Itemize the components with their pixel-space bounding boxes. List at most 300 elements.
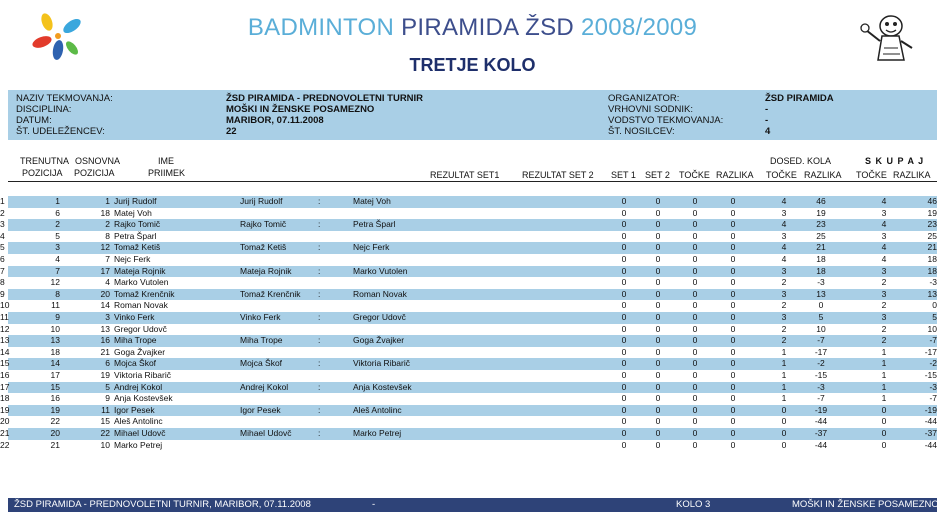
- cell-set1: 0: [621, 323, 627, 334]
- cell-name: Tomaž Krenčnik: [114, 288, 175, 299]
- cell-st: 3: [881, 312, 887, 322]
- cell-dr: 18: [816, 254, 826, 264]
- cell-name: Igor Pesek: [114, 404, 155, 415]
- cell-dt: 3: [781, 312, 787, 322]
- cell-set2: 0: [655, 277, 661, 288]
- cell-razlika: 0: [730, 323, 736, 334]
- cell-p1: Andrej Kokol: [240, 381, 289, 392]
- cell-sr: -15: [924, 370, 937, 380]
- table-row: [0, 277, 937, 289]
- title-piramida: PIRAMIDA ŽSD: [401, 14, 575, 41]
- cell-p2: Goga Žvajker: [353, 335, 405, 346]
- header-rezultat-set1: REZULTAT SET1: [430, 170, 500, 180]
- table-row: [0, 381, 937, 394]
- cell-dt: 3: [781, 288, 787, 299]
- cell-n: 19: [0, 404, 10, 415]
- cell-osnovna: 15: [100, 416, 110, 427]
- cell-n: 6: [0, 254, 5, 264]
- cell-sr: 5: [932, 312, 937, 322]
- cell-sr: -3: [929, 381, 937, 392]
- cell-osnovna: 5: [105, 381, 110, 392]
- footer-bar: [8, 498, 937, 512]
- cell-osnovna: 7: [105, 254, 110, 264]
- cell-set1: 0: [621, 254, 627, 264]
- cell-dt: 1: [781, 393, 787, 404]
- cell-n: 3: [0, 219, 5, 230]
- header-set2: SET 2: [645, 170, 670, 180]
- cell-razlika: 0: [730, 404, 736, 415]
- cell-n: 7: [0, 265, 5, 276]
- cell-osnovna: 4: [105, 277, 110, 288]
- cell-name: Marko Vutolen: [114, 277, 169, 288]
- page-subtitle: TRETJE KOLO: [409, 55, 536, 75]
- cell-osnovna: 14: [100, 300, 110, 311]
- cell-dr: 23: [816, 219, 826, 230]
- cell-sr: 0: [932, 300, 937, 311]
- table-row: [0, 439, 937, 452]
- disciplina-value: MOŠKI IN ŽENSKE POSAMEZNO: [226, 104, 375, 115]
- cell-p2: Petra Šparl: [353, 219, 396, 230]
- header-pozicija-osnovna: POZICIJA: [74, 168, 115, 178]
- cell-tocke: 0: [692, 358, 698, 369]
- cell-p1: Rajko Tomič: [240, 219, 287, 230]
- cell-name: Petra Šparl: [114, 230, 157, 241]
- cell-name: Mateja Rojnik: [114, 265, 166, 276]
- cell-osnovna: 10: [100, 439, 110, 450]
- cell-trenutna: 18: [50, 346, 60, 357]
- cell-dt: 2: [781, 323, 787, 334]
- cell-n: 22: [0, 439, 10, 450]
- header-priimek: PRIIMEK: [148, 168, 186, 178]
- cell-sr: 21: [927, 242, 937, 253]
- cell-osnovna: 6: [105, 358, 110, 369]
- cell-st: 2: [881, 300, 887, 311]
- cell-set1: 0: [621, 219, 627, 230]
- table-row: [0, 335, 937, 347]
- table-row: [0, 312, 937, 324]
- cell-name: Viktoria Ribarič: [114, 370, 172, 380]
- cell-osnovna: 22: [100, 428, 110, 438]
- cell-set1: 0: [621, 312, 627, 322]
- cell-dt: 0: [781, 439, 787, 450]
- cell-razlika: 0: [730, 288, 736, 299]
- sodnik-label: VRHOVNI SODNIK:: [608, 104, 693, 115]
- cell-p2: Anja Kostevšek: [353, 381, 412, 392]
- cell-osnovna: 12: [100, 242, 110, 253]
- cell-dt: 2: [781, 277, 787, 288]
- table-row: [0, 393, 937, 405]
- cell-dr: -19: [814, 404, 828, 415]
- cell-sr: 23: [927, 219, 937, 230]
- cell-dr: -15: [814, 370, 828, 380]
- cell-name: Anja Kostevšek: [114, 393, 173, 404]
- cell-set2: 0: [655, 207, 661, 218]
- cell-name: Mojca Škof: [114, 358, 157, 369]
- cell-trenutna: 19: [50, 404, 60, 415]
- cell-trenutna: 21: [50, 439, 60, 450]
- cell-sr: -44: [924, 416, 937, 427]
- header-osnovna: OSNOVNA: [75, 156, 121, 166]
- cell-tocke: 0: [692, 381, 698, 392]
- table-row: [0, 428, 937, 440]
- cell-sr: -44: [924, 439, 937, 450]
- cell-p2: Marko Vutolen: [353, 265, 408, 276]
- cell-tocke: 0: [692, 230, 698, 241]
- cell-n: 20: [0, 416, 10, 427]
- cell-set2: 0: [655, 416, 661, 427]
- cell-tocke: 0: [692, 370, 698, 380]
- cell-osnovna: 20: [100, 288, 110, 299]
- cell-trenutna: 17: [50, 370, 60, 380]
- cell-razlika: 0: [730, 393, 736, 404]
- cell-dt: 4: [781, 242, 787, 253]
- cell-p2: Aleš Antolinc: [353, 404, 402, 415]
- cell-trenutna: 3: [55, 242, 60, 253]
- cell-dr: 10: [816, 323, 826, 334]
- cell-tocke: 0: [692, 288, 698, 299]
- footer-dash: -: [372, 499, 376, 510]
- cell-sr: -7: [929, 393, 937, 404]
- cell-trenutna: 4: [55, 254, 60, 264]
- cell-dr: 21: [816, 242, 826, 253]
- cell-st: 1: [881, 393, 887, 404]
- header-skupaj: S K U P A J: [865, 156, 925, 166]
- cell-trenutna: 7: [55, 265, 60, 276]
- cell-name: Goga Žvajker: [114, 346, 166, 357]
- cell-tocke: 0: [692, 428, 698, 438]
- cell-razlika: 0: [730, 196, 736, 206]
- cell-razlika: 0: [730, 335, 736, 346]
- cell-sr: 10: [927, 323, 937, 334]
- cell-p1: Jurij Rudolf: [240, 196, 283, 206]
- cell-set2: 0: [655, 346, 661, 357]
- cell-set1: 0: [621, 370, 627, 380]
- cell-set2: 0: [655, 312, 661, 322]
- cell-n: 4: [0, 230, 5, 241]
- cell-razlika: 0: [730, 370, 736, 380]
- table-row: [0, 370, 937, 382]
- header-trenutna: TRENUTNA: [20, 156, 69, 166]
- cell-osnovna: 2: [105, 219, 110, 230]
- cell-name: Andrej Kokol: [114, 381, 163, 392]
- cell-dr: 19: [816, 207, 826, 218]
- cell-tocke: 0: [692, 265, 698, 276]
- cell-set2: 0: [655, 370, 661, 380]
- cell-razlika: 0: [730, 358, 736, 369]
- table-row: [0, 416, 937, 428]
- cell-set2: 0: [655, 404, 661, 415]
- cell-st: 2: [881, 323, 887, 334]
- title-season: 2008/2009: [581, 14, 698, 41]
- naziv-label: NAZIV TEKMOVANJA:: [16, 93, 113, 104]
- header-dosed-tocke: TOČKE: [766, 170, 797, 180]
- cell-trenutna: 15: [50, 381, 60, 392]
- cell-set1: 0: [621, 393, 627, 404]
- cell-razlika: 0: [730, 207, 736, 218]
- cell-st: 3: [881, 265, 887, 276]
- cell-name: Mihael Udovč: [114, 428, 166, 438]
- cell-name: Gregor Udovč: [114, 323, 167, 334]
- cell-st: 3: [881, 288, 887, 299]
- cell-dr: 18: [816, 265, 826, 276]
- table-row: [0, 242, 937, 254]
- sodnik-value: -: [765, 104, 769, 115]
- footer-event: ŽSD PIRAMIDA - PREDNOVOLETNI TURNIR, MARIBOR, 07.11.2008: [14, 499, 311, 510]
- cell-sr: 18: [927, 265, 937, 276]
- cell-osnovna: 1: [105, 196, 110, 206]
- cell-sep: :: [318, 312, 321, 322]
- cell-dt: 2: [781, 335, 787, 346]
- cell-n: 18: [0, 393, 10, 404]
- cell-trenutna: 13: [50, 335, 60, 346]
- cell-razlika: 0: [730, 242, 736, 253]
- cell-trenutna: 5: [55, 230, 60, 241]
- cell-razlika: 0: [730, 254, 736, 264]
- cell-set2: 0: [655, 196, 661, 206]
- cell-p2: Viktoria Ribarič: [353, 358, 411, 369]
- cell-tocke: 0: [692, 323, 698, 334]
- cell-st: 3: [881, 207, 887, 218]
- cell-p1: Igor Pesek: [240, 404, 281, 415]
- cell-sep: :: [318, 288, 321, 299]
- header-dosed-razlika: RAZLIKA: [804, 170, 842, 180]
- header-ime: IME: [158, 156, 175, 166]
- cell-sep: :: [318, 428, 321, 438]
- footer-discipline: MOŠKI IN ŽENSKE POSAMEZNO: [792, 499, 939, 510]
- cell-tocke: 0: [692, 335, 698, 346]
- cell-razlika: 0: [730, 277, 736, 288]
- cell-sr: -7: [929, 335, 937, 346]
- cell-p1: Miha Trope: [240, 335, 283, 346]
- cell-n: 16: [0, 370, 10, 380]
- cell-dr: -3: [817, 381, 825, 392]
- cell-sep: :: [318, 381, 321, 392]
- cell-dt: 1: [781, 381, 787, 392]
- cell-n: 2: [0, 207, 5, 218]
- cell-name: Matej Voh: [114, 207, 152, 218]
- cell-set2: 0: [655, 265, 661, 276]
- cell-sr: -19: [924, 404, 937, 415]
- naziv-value: ŽSD PIRAMIDA - PREDNOVOLETNI TURNIR: [226, 93, 424, 104]
- cell-dr: -44: [814, 439, 828, 450]
- cell-sep: :: [318, 335, 321, 346]
- cell-razlika: 0: [730, 428, 736, 438]
- cell-osnovna: 11: [101, 404, 110, 415]
- vodstvo-label: VODSTVO TEKMOVANJA:: [608, 115, 724, 126]
- cell-dr: -17: [814, 346, 828, 357]
- table-row: [0, 404, 937, 417]
- cell-st: 4: [881, 219, 887, 230]
- cell-st: 4: [881, 254, 887, 264]
- cell-p1: Vinko Ferk: [240, 312, 281, 322]
- cell-set1: 0: [621, 346, 627, 357]
- cell-set2: 0: [655, 393, 661, 404]
- cell-n: 9: [0, 288, 5, 299]
- table-row: [0, 219, 937, 231]
- table-row: [0, 196, 937, 208]
- table-row: [0, 300, 937, 312]
- cell-set1: 0: [621, 196, 627, 206]
- cell-set2: 0: [655, 439, 661, 450]
- header-razlika: RAZLIKA: [716, 170, 754, 180]
- cell-trenutna: 2: [55, 219, 60, 230]
- cell-sr: -37: [924, 428, 937, 438]
- cell-dt: 0: [781, 416, 787, 427]
- cell-osnovna: 13: [100, 323, 110, 334]
- title-badminton: BADMINTON: [247, 14, 395, 41]
- cell-dr: 13: [816, 288, 826, 299]
- cell-sep: :: [318, 219, 321, 230]
- cell-st: 1: [881, 370, 887, 380]
- cell-razlika: 0: [730, 219, 736, 230]
- cell-st: 0: [881, 428, 887, 438]
- cell-name: Miha Trope: [114, 335, 157, 346]
- cell-set1: 0: [621, 277, 627, 288]
- cell-name: Nejc Ferk: [114, 254, 151, 264]
- header-dosed-kola: DOSED. KOLA: [770, 156, 832, 166]
- cell-dr: -3: [817, 277, 825, 288]
- cell-tocke: 0: [692, 207, 698, 218]
- cell-set2: 0: [655, 288, 661, 299]
- cell-trenutna: 14: [50, 358, 60, 369]
- table-row: [0, 358, 937, 370]
- cell-sep: :: [318, 404, 321, 415]
- cell-dt: 4: [781, 254, 787, 264]
- cell-set1: 0: [621, 300, 627, 311]
- cell-st: 4: [881, 196, 887, 206]
- cell-sr: 46: [927, 196, 937, 206]
- cell-name: Jurij Rudolf: [114, 196, 157, 206]
- cell-st: 1: [881, 358, 887, 369]
- table-row: [0, 207, 937, 220]
- cell-trenutna: 1: [55, 196, 60, 206]
- cell-dt: 1: [781, 370, 787, 380]
- cell-st: 2: [881, 277, 887, 288]
- cell-osnovna: 19: [100, 370, 110, 380]
- header-pozicija: POZICIJA: [22, 168, 63, 178]
- cell-set1: 0: [621, 381, 627, 392]
- header-rezultat-set2: REZULTAT SET 2: [522, 170, 594, 180]
- cell-n: 14: [0, 346, 10, 357]
- cell-n: 15: [0, 358, 10, 369]
- cell-razlika: 0: [730, 381, 736, 392]
- cell-name: Marko Petrej: [114, 439, 163, 450]
- udelezencev-value: 22: [226, 126, 237, 137]
- cell-osnovna: 16: [100, 335, 110, 346]
- cell-set2: 0: [655, 428, 661, 438]
- cell-sr: -2: [929, 358, 937, 369]
- cell-set1: 0: [621, 242, 627, 253]
- cell-dt: 3: [781, 230, 787, 241]
- cell-trenutna: 12: [50, 277, 60, 288]
- cell-sr: 13: [927, 288, 937, 299]
- cell-set2: 0: [655, 242, 661, 253]
- cell-p1: Tomaž Ketiš: [240, 242, 287, 253]
- cell-set1: 0: [621, 230, 627, 241]
- nosilcev-value: 4: [765, 126, 771, 137]
- cell-sep: :: [318, 196, 321, 206]
- datum-label: DATUM:: [16, 115, 52, 126]
- cell-p1: Mojca Škof: [240, 358, 283, 369]
- cell-dr: -7: [817, 393, 825, 404]
- cell-name: Rajko Tomič: [114, 219, 161, 230]
- cell-trenutna: 9: [55, 312, 60, 322]
- cell-tocke: 0: [692, 416, 698, 427]
- cell-razlika: 0: [730, 312, 736, 322]
- organizator-value: ŽSD PIRAMIDA: [765, 93, 834, 104]
- cell-tocke: 0: [692, 404, 698, 415]
- cell-n: 21: [0, 428, 10, 438]
- header-tocke: TOČKE: [679, 170, 710, 180]
- cell-dr: -2: [817, 358, 825, 369]
- cell-st: 4: [881, 242, 887, 253]
- cell-set2: 0: [655, 323, 661, 334]
- cell-dr: 25: [816, 230, 826, 241]
- cell-osnovna: 9: [105, 393, 110, 404]
- cell-tocke: 0: [692, 312, 698, 322]
- cell-set2: 0: [655, 358, 661, 369]
- header-skupaj-tocke: TOČKE: [856, 170, 887, 180]
- cell-sep: :: [318, 242, 321, 253]
- cell-p1: Mihael Udovč: [240, 428, 292, 438]
- cell-razlika: 0: [730, 416, 736, 427]
- cell-tocke: 0: [692, 277, 698, 288]
- cell-set1: 0: [621, 265, 627, 276]
- page-title: [0, 14, 945, 42]
- cell-tocke: 0: [692, 254, 698, 264]
- cell-name: Roman Novak: [114, 300, 168, 311]
- datum-value: MARIBOR, 07.11.2008: [226, 115, 324, 126]
- cell-set1: 0: [621, 207, 627, 218]
- table-row: [0, 230, 937, 243]
- cell-razlika: 0: [730, 230, 736, 241]
- cell-osnovna: 17: [100, 265, 110, 276]
- cell-razlika: 0: [730, 439, 736, 450]
- table-row: [0, 254, 937, 266]
- cell-set2: 0: [655, 300, 661, 311]
- cell-n: 17: [0, 381, 10, 392]
- cell-dr: 46: [816, 196, 826, 206]
- cell-n: 5: [0, 242, 5, 253]
- cell-set1: 0: [621, 335, 627, 346]
- cell-dt: 1: [781, 346, 787, 357]
- cell-tocke: 0: [692, 393, 698, 404]
- cell-sr: 18: [927, 254, 937, 264]
- cell-trenutna: 10: [50, 323, 60, 334]
- table-row: [0, 346, 937, 359]
- cell-p2: Matej Voh: [353, 196, 391, 206]
- cell-sr: -17: [924, 346, 937, 357]
- cell-dt: 4: [781, 219, 787, 230]
- organizator-label: ORGANIZATOR:: [608, 93, 680, 104]
- cell-name: Aleš Antolinc: [114, 416, 163, 427]
- cell-n: 1: [0, 196, 5, 206]
- cell-tocke: 0: [692, 439, 698, 450]
- header-set1: SET 1: [611, 170, 636, 180]
- table-row: [0, 265, 937, 278]
- cell-dt: 2: [781, 300, 787, 311]
- cell-dr: -44: [814, 416, 828, 427]
- cell-razlika: 0: [730, 346, 736, 357]
- cell-tocke: 0: [692, 346, 698, 357]
- cell-st: 1: [881, 346, 887, 357]
- cell-sep: :: [318, 358, 321, 369]
- table-row: [0, 323, 937, 336]
- cell-osnovna: 18: [100, 207, 110, 218]
- nosilcev-label: ŠT. NOSILCEV:: [608, 126, 675, 137]
- cell-trenutna: 8: [55, 288, 60, 299]
- cell-set1: 0: [621, 288, 627, 299]
